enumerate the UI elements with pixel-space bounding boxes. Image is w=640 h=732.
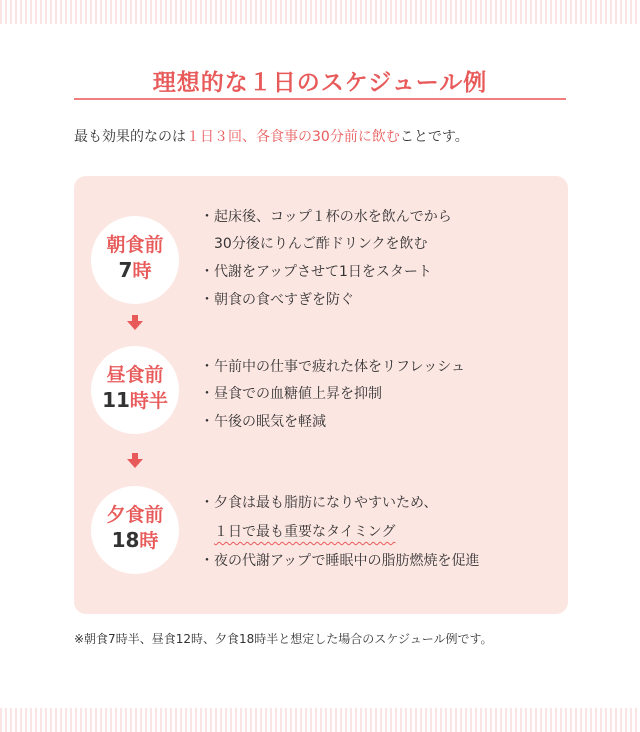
footnote: ※朝食7時半、昼食12時、夕食18時半と想定した場合のスケジュール例です。 [74,632,493,646]
time-number-breakfast: 7 [118,257,133,282]
time-label-dinner: 夕食前 [106,504,164,526]
intro-text [74,126,469,146]
time-value-dinner [91,528,179,554]
list-item: ・代謝をアップさせて1日をスタート [200,264,432,280]
list-item: ・起床後、コップ１杯の水を飲んでから [200,209,452,225]
page-title: 理想的な１日のスケジュール例 [152,70,488,96]
top-stripe-border [0,0,640,24]
list-item: ・夕食は最も脂肪になりやすいため、 [200,495,438,511]
time-unit-breakfast: 時 [132,259,152,282]
intro-highlight: １日３回、各食事の30分前に飲む [186,129,400,145]
time-label-lunch: 昼食前 [106,364,164,386]
time-unit-dinner: 時 [139,529,159,552]
list-item: ・昼食での血糖値上昇を抑制 [200,386,382,402]
time-circle-lunch [91,346,179,434]
time-circle-breakfast [91,216,179,304]
list-item: ・夜の代謝アップで睡眠中の脂肪燃焼を促進 [200,553,480,569]
time-number-lunch: 11 [102,387,130,412]
intro-suffix: ことです。 [399,129,469,145]
time-unit-lunch: 時半 [129,389,168,412]
time-value-breakfast [91,258,179,284]
list-item [214,521,395,541]
time-number-dinner: 18 [111,527,140,552]
bottom-stripe-border [0,708,640,732]
title-divider [74,98,566,100]
list-item: ・午前中の仕事で疲れた体をリフレッシュ [200,359,466,375]
emphasis-text: １日で最も重要なタイミング [214,524,396,540]
list-item: ・朝食の食べすぎを防ぐ [200,292,354,308]
time-value-lunch [91,388,179,414]
list-item: ・午後の眠気を軽減 [200,414,326,430]
intro-prefix: 最も効果的なのは [74,129,186,145]
time-circle-dinner [91,486,179,574]
time-label-breakfast: 朝食前 [106,234,164,256]
list-item: 30分後にりんご酢ドリンクを飲む [200,236,428,252]
schedule-panel [74,176,568,614]
